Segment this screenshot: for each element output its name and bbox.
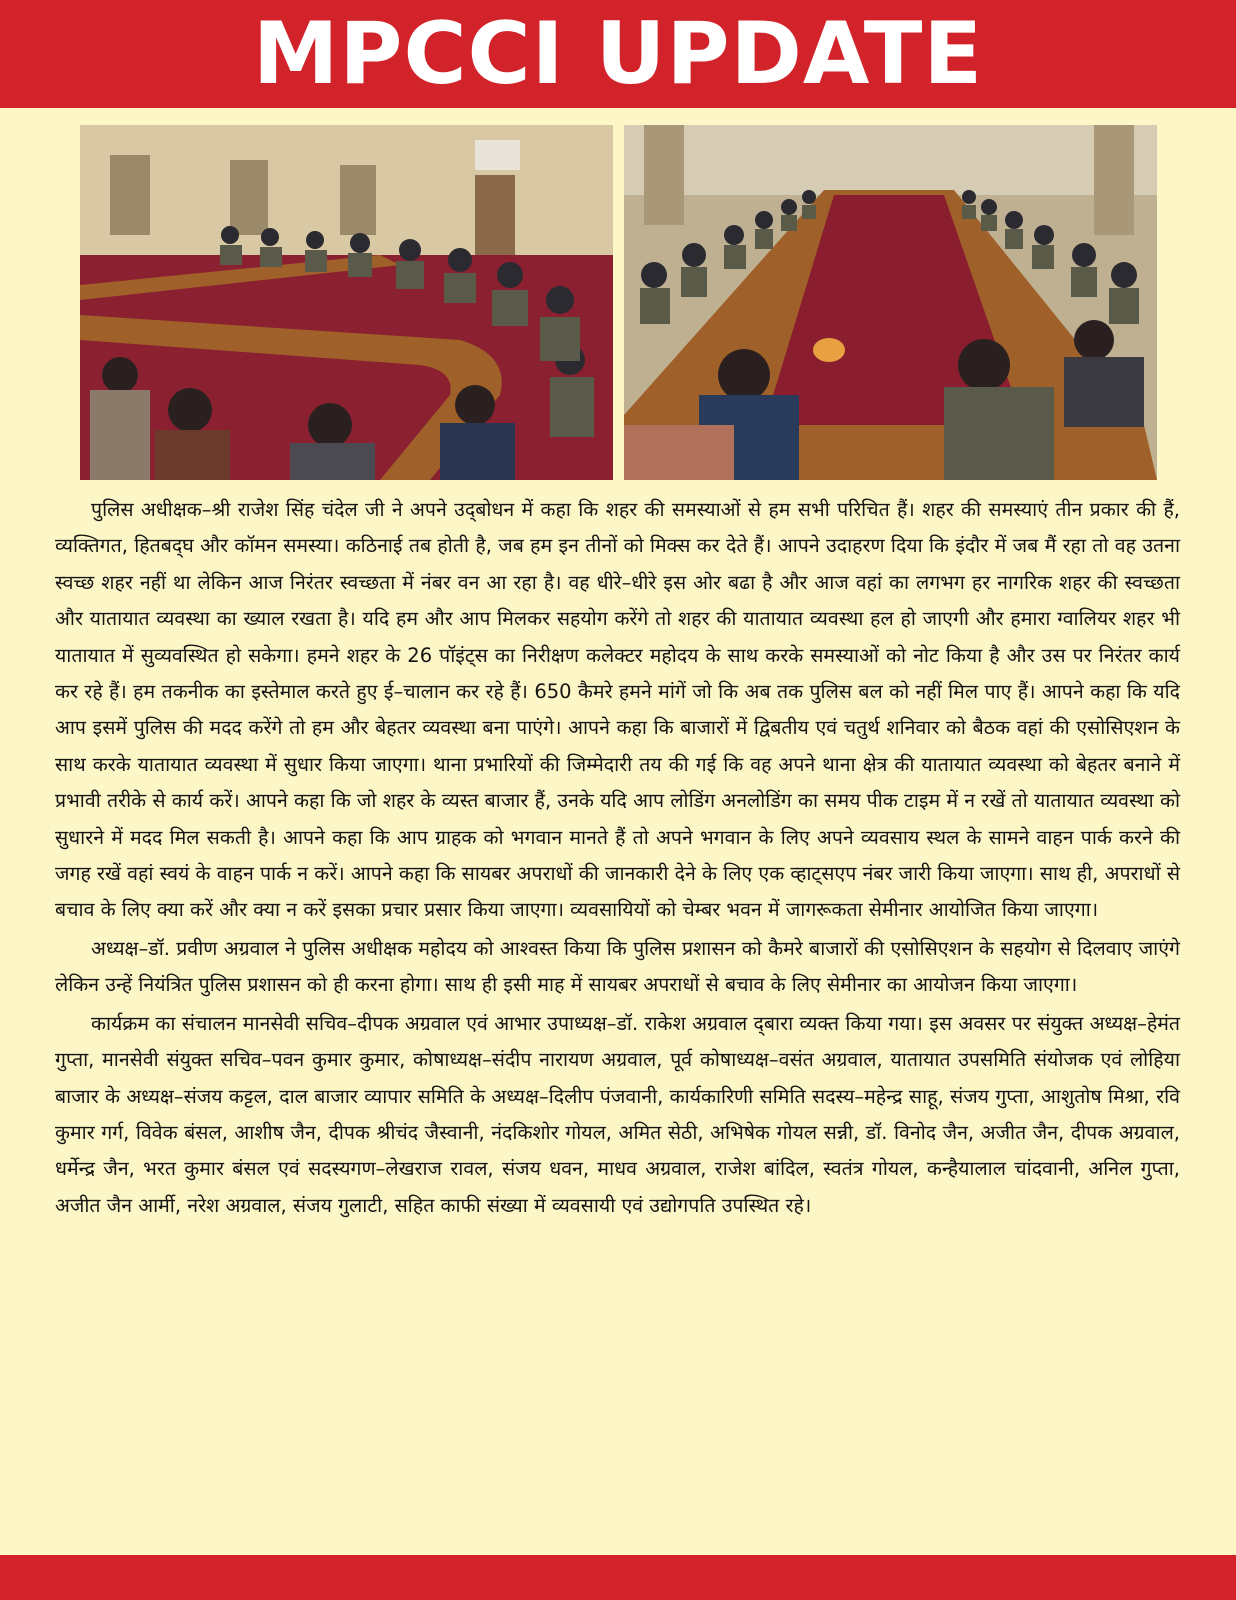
paragraph-president: अध्यक्ष–डॉ. प्रवीण अग्रवाल ने पुलिस अधीक्षक महोदय को आश्वस्त किया कि पुलिस प्रशासन को कैमरे बाजारों की एसोसिएशन के सहयोग से दिलवाए जाएंगे लेकिन उन्हें नियंत्रित पुलिस प्रशासन को ही करना होगा। साथ ही इसी माह में सायबर अपराधों से बचाव के लिए सेमीनार का आयोजन किया जाएगा। [55,936,1180,997]
header-banner [0,0,1236,108]
meeting-photo-icon [624,125,1157,480]
meeting-photo-icon [80,125,613,480]
footer-banner [0,1555,1236,1600]
paragraph-attendees: कार्यक्रम का संचालन मानसेवी सचिव–दीपक अग्रवाल एवं आभार उपाध्यक्ष–डॉ. राकेश अग्रवाल द्‌बारा व्यक्त किया गया। इस अवसर पर संयुक्त अध्यक्ष–हेमंत गुप्ता, मानसेवी संयुक्त सचिव–पवन कुमार कुमार, कोषाध्यक्ष–संदीप नारायण अग्रवाल, पूर्व कोषाध्यक्ष–वसंत अग्रवाल, यातायात उपसमिति संयोजक एवं लोहिया बाजार के अध्यक्ष–संजय कट्टल, दाल बाजार व्यापार समिति के अध्यक्ष–दिलीप पंजवानी, कार्यकारिणी समिति सदस्य–महेन्द्र साहू, संजय गुप्ता, आशुतोष मिश्रा, रवि कुमार गर्ग, विवेक बंसल, आशीष जैन, दीपक श्रीचंद जैस्वानी, नंदकिशोर गोयल, अमित सेठी, अभिषेक गोयल सन्नी, डॉ. विनोद जैन, अजीत जैन, दीपक अग्रवाल, धर्मेन्द्र जैन, भरत कुमार बंसल एवं सदस्यगण–लेखराज रावल, संजय धवन, माधव अग्रवाल, राजेश बांदिल, स्वतंत्र गोयल, कन्हैयालाल चांदवानी, अनिल गुप्ता, अजीत जैन आर्मी, नरेश अग्रवाल, संजय गुलाटी, सहित काफी संख्या में व्यवसायी एवं उद्योगपति उपस्थित रहे। [55,1011,1180,1217]
page-title: MPCCI UPDATE [252,4,984,104]
meeting-photo-left [80,125,613,480]
meeting-photo-right [624,125,1157,480]
article-body [55,492,1180,1226]
paragraph-speech: पुलिस अधीक्षक–श्री राजेश सिंह चंदेल जी ने अपने उद्‌बोधन में कहा कि शहर की समस्याओं से हम सभी परिचित हैं। शहर की समस्याएं तीन प्रकार की हैं, व्यक्तिगत, हितबद्‌घ और कॉमन समस्या। कठिनाई तब होती है, जब हम इन तीनों को मिक्स कर देते हैं। आपने उदाहरण दिया कि इंदौर में जब मैं रहा तो वह उतना स्वच्छ शहर नहीं था लेकिन आज निरंतर स्वच्छता में नंबर वन आ रहा है। वह धीरे–धीरे इस ओर बढा है और आज वहां का लगभग हर नागरिक शहर की स्वच्छता और यातायात व्यवस्था का ख्याल रखता है। यदि हम और आप मिलकर सहयोग करेंगे तो शहर की यातायात व्यवस्था हल हो जाएगी और हमारा ग्वालियर शहर भी यातायात में सुव्यवस्थित हो सकेगा। हमने शहर के 26 पॉइंट्स का निरीक्षण कलेक्टर महोदय के साथ करके समस्याओं को नोट किया है और उस पर निरंतर कार्य कर रहे हैं। हम तकनीक का इस्तेमाल करते हुए ई–चालान कर रहे हैं। 650 कैमरे हमने मांगें जो कि अब तक पुलिस बल को नहीं मिल पाए हैं। आपने कहा कि यदि आप इसमें पुलिस की मदद करेंगे तो हम और बेहतर व्यवस्था बना पाएंगे। आपने कहा कि बाजारों में द्विबतीय एवं चतुर्थ शनिवार को बैठक वहां की एसोसिएशन के साथ करके यातायात व्यवस्था में सुधार किया जाएगा। थाना प्रभारियों की जिम्मेदारी तय की गई कि वह अपने थाना क्षेत्र की यातायात व्यवस्था को बेहतर बनाने में प्रभावी तरीके से कार्य करें। आपने कहा कि जो शहर के व्यस्त बाजार हैं, उनके यदि आप लोडिंग अनलोडिंग का समय पीक टाइम में न रखें तो यातायात व्यवस्था को सुधारने में मदद मिल सकती है। आपने कहा कि आप ग्राहक को भगवान मानते हैं तो अपने भगवान के लिए अपने व्यवसाय स्थल के सामने वाहन पार्क करने की जगह रखें वहां स्वयं के वाहन पार्क न करें। आपने कहा कि सायबर अपराधों की जानकारी देने के लिए एक व्हाट्‌सएप नंबर जारी किया जाएगा। साथ ही, अपराधों से बचाव के लिए क्या करें और क्या न करें इसका प्रचार प्रसार किया जाएगा। व्यवसायियों को चेम्बर भवन में जागरूकता सेमीनार आयोजित किया जाएगा। [55,498,1181,922]
